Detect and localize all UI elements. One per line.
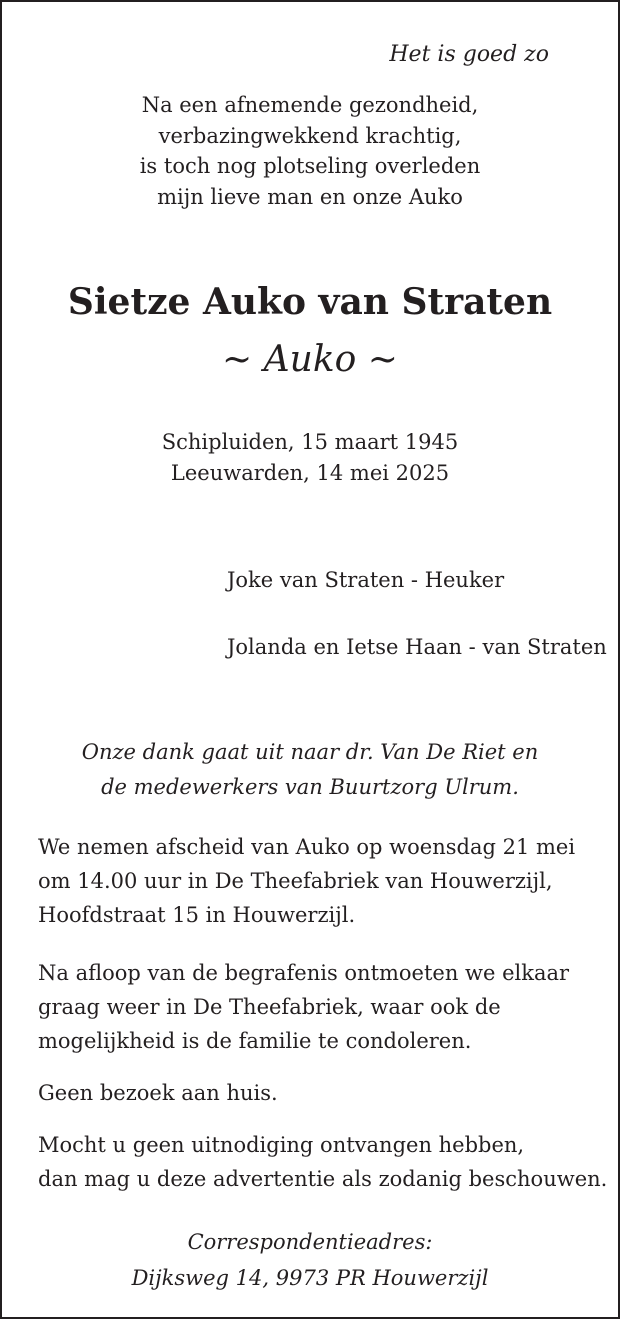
motto: Het is goed zo [389,42,549,67]
farewell-paragraph [38,830,575,932]
correspondence-label: Correspondentieadres: [187,1230,433,1254]
invitation-paragraph [38,1128,607,1196]
intro-line: Na een afnemende gezondheid, [141,93,479,117]
paragraph-line: Mocht u geen uitnodiging ontvangen hebben, [38,1133,525,1157]
intro-line: is toch nog plotseling overleden [139,154,481,178]
paragraph-line: dan mag u deze advertentie als zodanig beschouwen. [38,1167,608,1191]
deceased-nickname: ~ Auko ~ [222,339,398,380]
intro-line: verbazingwekkend krachtig, [158,123,462,148]
intro-line: mijn lieve man en onze Auko [157,184,463,209]
correspondence-address [2,1224,618,1296]
paragraph-line: Geen bezoek aan huis. [38,1081,278,1105]
deceased-full-name: Sietze Auko van Straten [67,281,553,323]
correspondence-value: Dijksweg 14, 9973 PR Houwerzijl [131,1266,489,1290]
thanks-line: de medewerkers van Buurtzorg Ulrum. [101,775,519,799]
paragraph-line: graag weer in De Theefabriek, waar ook de [38,995,501,1019]
relative-name: Joke van Straten - Heuker [227,568,505,592]
death-place-date: Leeuwarden, 14 mei 2025 [170,460,450,485]
paragraph-line: Na afloop van de begrafenis ontmoeten we elkaar [38,961,570,985]
birth-place-date: Schipluiden, 15 maart 1945 [161,430,459,454]
intro-text [2,90,618,212]
paragraph-line: mogelijkheid is de familie te condoleren. [38,1029,472,1053]
thanks-line: Onze dank gaat uit naar dr. Van De Riet en [81,740,539,764]
paragraph-line: om 14.00 uur in De Theefabriek van Houwerzijl, [38,869,553,893]
relative-name: Jolanda en Ietse Haan - van Straten [227,635,607,659]
no-visit-paragraph [38,1076,278,1110]
paragraph-line: Hoofdstraat 15 in Houwerzijl. [38,903,356,927]
life-dates [2,427,618,488]
thanks-note [2,735,618,805]
gathering-paragraph [38,956,569,1058]
paragraph-line: We nemen afscheid van Auko op woensdag 21 mei [38,835,576,859]
